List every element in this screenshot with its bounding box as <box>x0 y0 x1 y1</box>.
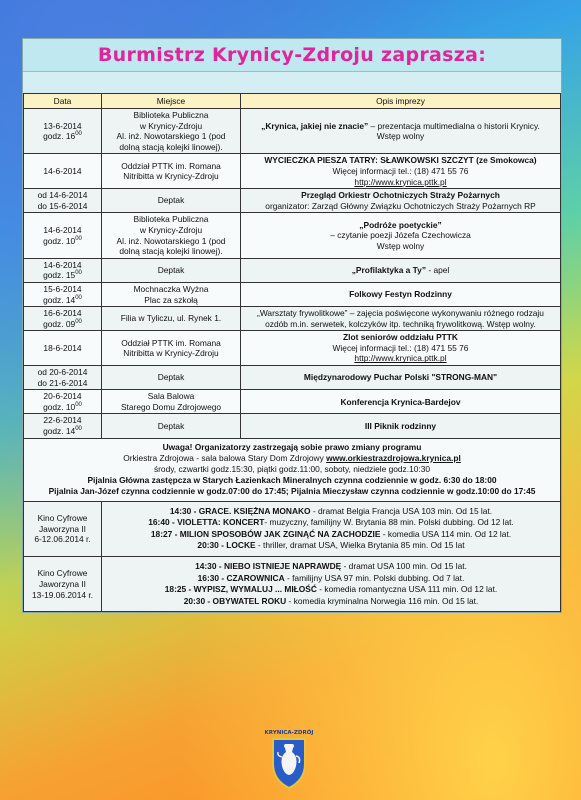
event-time: godz. $10^{00}$ <box>43 401 82 412</box>
event-row <box>24 282 561 306</box>
event-date <box>24 189 102 213</box>
event-time-minutes: 00 <box>75 401 82 408</box>
crest-lettering: KRYNICA-ZDRÓJ <box>264 730 314 736</box>
film-details: - komedia romantyczna USA 111 min. Od 12 lat. <box>316 584 498 595</box>
event-description <box>241 282 561 306</box>
notice-pump-rooms-other: Pijalnia Jan-Józef czynna codziennie w godz.07:00 do 17:45; Pijalnia Mieczysław czynna codziennie w godz.10:00 do 17:45 <box>48 486 536 497</box>
cinema-place-line: 13-19.06.2014 r. <box>31 589 93 600</box>
event-day: 20-6-2014 <box>43 391 82 402</box>
event-description-line: Więcej informacji tel.: (18) 471 55 76 <box>332 342 469 353</box>
film-screening <box>104 573 558 585</box>
event-description-line: Więcej informacji tel.: (18) 471 55 76 <box>332 165 469 176</box>
event-time-minutes: 00 <box>75 270 82 277</box>
table-header-row <box>24 94 561 109</box>
event-title: Konferencja Krynica-Bardejov <box>340 396 461 407</box>
cinema-place <box>24 501 102 556</box>
event-day: 16-6-2014 <box>43 308 82 319</box>
notice-section <box>24 438 561 501</box>
events-table <box>23 93 561 612</box>
event-time: godz. $16^{00}$ <box>43 131 82 142</box>
event-title: Folkowy Festyn Rodzinny <box>349 289 452 300</box>
pttk-website-link[interactable]: http://www.krynica.pttk.pl <box>354 176 447 187</box>
event-row <box>24 213 561 258</box>
event-time: godz. $10^{00}$ <box>43 235 82 246</box>
event-row <box>24 154 561 189</box>
event-row <box>24 390 561 414</box>
event-place-line: Al. inż. Nowotarskiego 1 (pod <box>116 131 226 142</box>
event-place-line: Plac za szkołą <box>144 294 198 305</box>
event-place-line: Sala Balowa <box>147 391 195 402</box>
event-title-suffix: - apel <box>426 265 450 276</box>
film-details: - dramat USA 100 min. Od 15 lat. <box>341 561 467 572</box>
event-description-line <box>243 121 558 132</box>
notice-warning: Uwaga! Organizatorzy zastrzegają sobie prawo zmiany programu <box>162 441 422 452</box>
event-date <box>24 258 102 282</box>
event-description <box>241 331 561 366</box>
film-screening <box>104 517 558 529</box>
event-description <box>241 154 561 189</box>
event-title: „Profilaktyka a Ty” <box>351 265 427 276</box>
event-day: 22-6-2014 <box>43 415 82 426</box>
event-day: 15-6-2014 <box>43 283 82 294</box>
cinema-place-line: 6-12.06.2014 r. <box>34 534 91 545</box>
header-description: Opis imprezy <box>241 94 561 109</box>
event-description-line <box>243 332 558 343</box>
event-title: Międzynarodowy Puchar Polski "STRONG-MAN" <box>303 372 498 383</box>
cinema-place <box>24 557 102 612</box>
cinema-schedule <box>102 501 561 556</box>
event-place <box>102 282 241 306</box>
event-title: III Piknik rodzinny <box>364 420 437 431</box>
event-description-line: organizator: Zarząd Główny Związku Ochotniczych Straży Pożarnych RP <box>265 200 536 211</box>
event-day: od 20-6-2014 <box>37 367 88 378</box>
event-title: Przegląd Orkiestr Ochotniczych Straży Pożarnych <box>301 190 500 201</box>
event-time: godz. $14^{00}$ <box>43 426 82 437</box>
event-place <box>102 189 241 213</box>
events-body <box>24 109 561 439</box>
event-place-line: Oddział PTTK im. Romana <box>121 160 221 171</box>
event-row <box>24 109 561 154</box>
event-title: WYCIECZKA PIESZA TATRY: SŁAWKOWSKI SZCZYT (ze Smokowca) <box>264 155 537 166</box>
event-place-line: Mochnaczka Wyżna <box>133 283 209 294</box>
event-day: 14-6-2014 <box>43 165 82 176</box>
event-description-line <box>243 372 558 383</box>
event-description-line <box>243 289 558 300</box>
event-description-line <box>243 190 558 201</box>
event-place-line: Filia w Tyliczu, ul. Rynek 1. <box>120 313 222 324</box>
event-row <box>24 307 561 331</box>
event-time: godz. $15^{00}$ <box>43 270 82 281</box>
event-place <box>102 213 241 258</box>
event-description-line <box>243 220 558 231</box>
film-screening <box>104 584 558 596</box>
header-date: Data <box>24 94 102 109</box>
event-row <box>24 189 561 213</box>
orchestra-link[interactable]: www.orkiestrazdrojowa.krynica.pl <box>326 452 461 463</box>
header-place: Miejsce <box>102 94 241 109</box>
pttk-website-link[interactable]: http://www.krynica.pttk.pl <box>354 353 447 364</box>
notice-row <box>24 438 561 501</box>
event-place <box>102 154 241 189</box>
event-date <box>24 414 102 438</box>
event-place-line: dolną stacją kolejki linowej). <box>119 246 223 257</box>
event-description-line <box>243 155 558 166</box>
title-band <box>23 71 561 93</box>
event-row <box>24 366 561 390</box>
event-description <box>241 258 561 282</box>
film-details: - thriller, dramat USA, Wielka Brytania 85 min. Od 15 lat <box>255 540 465 551</box>
film-title: 20:30 - LOCKE <box>197 540 256 551</box>
event-description-line <box>243 397 558 408</box>
event-time-minutes: 00 <box>75 426 82 433</box>
cinema-place-line: Kino Cyfrowe <box>37 568 88 579</box>
event-place-line: Deptak <box>157 265 185 276</box>
film-screening <box>104 540 558 552</box>
page-title: Burmistrz Krynicy-Zdroju zaprasza: <box>23 39 561 71</box>
event-date <box>24 282 102 306</box>
event-day: od 14-6-2014 <box>37 190 88 201</box>
event-place <box>102 307 241 331</box>
event-place-line: Starego Domu Zdrojowego <box>120 401 222 412</box>
event-time: godz. $14^{00}$ <box>43 294 82 305</box>
event-title: „Podróże poetyckie” <box>359 219 442 230</box>
film-title: 18:27 - MILION SPOSOBÓW JAK ZGINĄĆ NA ZACHODZIE <box>150 528 381 539</box>
event-day: do 21-6-2014 <box>37 377 88 388</box>
event-description <box>241 109 561 154</box>
event-title: Zlot seniorów oddziału PTTK <box>343 332 458 343</box>
event-description-line <box>243 265 558 276</box>
event-description-line: Wstęp wolny <box>376 240 425 251</box>
notice-orchestra <box>26 453 558 464</box>
film-details: - familijny USA 97 min. Polski dubbing. Od 7 lat. <box>284 572 465 583</box>
cinema-place-line: Jaworzyna II <box>38 578 86 589</box>
film-details: - komedia kryminalna Norwegia 116 min. Od 15 lat. <box>286 595 479 606</box>
event-place <box>102 366 241 390</box>
notice-orchestra-hours: środy, czwartki godz.15:30, piątki godz.11:00, soboty, niedziele godz.10:30 <box>153 464 431 475</box>
event-description <box>241 189 561 213</box>
event-place-line: Nitribitta w Krynicy-Zdroju <box>123 348 219 359</box>
event-place-line: w Krynicy-Zdroju <box>139 224 203 235</box>
film-screening <box>104 529 558 541</box>
event-description <box>241 390 561 414</box>
event-place <box>102 414 241 438</box>
event-date <box>24 154 102 189</box>
event-description-line: Wstęp wolny <box>376 131 425 142</box>
event-day: 14-6-2014 <box>43 224 82 235</box>
event-description <box>241 366 561 390</box>
event-description-line <box>243 421 558 432</box>
event-row <box>24 258 561 282</box>
notice-cell <box>24 438 561 501</box>
notice-pump-room-main: Pijalnia Główna zastępcza w Starych Łazienkach Mineralnych czynna codziennie w godz. 6:30 do 18:00 <box>87 475 497 486</box>
event-place-line: Oddział PTTK im. Romana <box>121 337 221 348</box>
event-description-line: ozdób m.in. serwetek, kolczyków itp. techniką frywolitkową. Wstęp wolny. <box>265 318 536 329</box>
event-time-minutes: 00 <box>75 235 82 242</box>
event-place-line: Biblioteka Publiczna <box>133 110 209 120</box>
event-place-line: Biblioteka Publiczna <box>133 214 209 225</box>
event-link-line <box>243 177 558 188</box>
program-sheet <box>22 38 562 613</box>
event-place-line: w Krynicy-Zdroju <box>139 120 203 131</box>
event-date <box>24 307 102 331</box>
event-title-suffix: – prezentacja multimedialna o historii Krynicy. <box>368 120 540 131</box>
film-title: 18:25 - WYPISZ, WYMALUJ ... MIŁOŚĆ <box>164 584 317 595</box>
event-time: godz. $09^{00}$ <box>43 318 82 329</box>
event-description-line: „Warsztaty frywolitkowe” – zajęcia poświęcone wykonywaniu różnego rodzaju <box>257 308 544 319</box>
event-title: „Krynica, jakiej nie znacie” <box>261 120 369 131</box>
cinema-row <box>24 557 561 612</box>
event-place-line: Deptak <box>157 372 185 383</box>
film-screening <box>104 596 558 608</box>
film-details: - dramat Belgia Francja USA 103 min. Od 15 lat. <box>310 505 493 516</box>
event-date <box>24 366 102 390</box>
film-title: 20:30 - OBYWATEL ROKU <box>183 595 287 606</box>
cinema-section <box>24 501 561 612</box>
event-description <box>241 414 561 438</box>
event-row <box>24 331 561 366</box>
notice-orchestra-text: Orkiestra Zdrojowa - sala balowa Stary Dom Zdrojowy <box>123 452 327 463</box>
event-description-line: – czytanie poezji Józefa Czechowicza <box>330 230 471 241</box>
cinema-row <box>24 501 561 556</box>
film-details: - muzyczny, familijny W. Brytania 88 min. Polski dubbing. Od 12 lat. <box>264 517 514 528</box>
event-day: 18-6-2014 <box>43 342 82 353</box>
event-place <box>102 331 241 366</box>
film-title: 16:30 - CZAROWNICA <box>197 572 285 583</box>
event-date <box>24 390 102 414</box>
event-row <box>24 414 561 438</box>
event-description <box>241 307 561 331</box>
town-crest-logo <box>261 726 317 792</box>
film-details: - komedia USA 114 min. Od 12 lat. <box>380 528 512 539</box>
event-date <box>24 331 102 366</box>
crest-icon <box>261 726 317 792</box>
event-place-line: dolną stacją kolejki linowej). <box>119 141 223 152</box>
film-title: 14:30 - GRACE. KSIĘŻNA MONAKO <box>169 505 311 516</box>
event-place-line: Deptak <box>157 420 185 431</box>
cinema-schedule <box>102 557 561 612</box>
event-day: 14-6-2014 <box>43 259 82 270</box>
cinema-place-line: Jaworzyna II <box>38 523 86 534</box>
film-screening <box>104 506 558 518</box>
cinema-place-line: Kino Cyfrowe <box>37 512 88 523</box>
film-title: 14:30 - NIEBO ISTNIEJE NAPRAWDĘ <box>195 561 342 572</box>
event-date <box>24 109 102 154</box>
event-time-minutes: 00 <box>75 131 82 138</box>
film-title: 16:40 - VIOLETTA: KONCERT <box>148 517 265 528</box>
event-place <box>102 258 241 282</box>
event-link-line <box>243 353 558 364</box>
event-description <box>241 213 561 258</box>
event-place-line: Al. inż. Nowotarskiego 1 (pod <box>116 235 226 246</box>
event-place-line: Nitribitta w Krynicy-Zdroju <box>123 171 219 182</box>
event-time-minutes: 00 <box>75 294 82 301</box>
event-day: 13-6-2014 <box>43 120 82 131</box>
event-place-line: Deptak <box>157 195 185 206</box>
film-screening <box>104 561 558 573</box>
event-day: do 15-6-2014 <box>37 200 88 211</box>
event-place <box>102 390 241 414</box>
event-time-minutes: 00 <box>75 318 82 325</box>
event-place <box>102 109 241 154</box>
event-date <box>24 213 102 258</box>
